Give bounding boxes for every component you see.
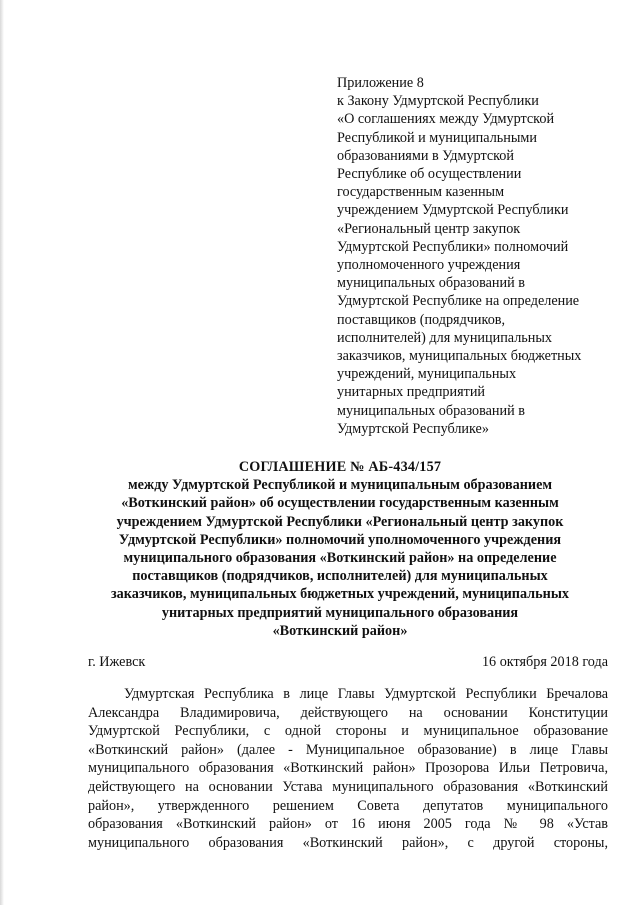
appendix-line: Приложение 8 xyxy=(337,75,424,91)
appendix-line: поставщиков (подрядчиков, xyxy=(337,311,506,328)
agreement-title-line: поставщиков (подрядчиков, исполнителей) для муниципальных xyxy=(132,568,548,585)
appendix-line: к Закону Удмуртской Республики xyxy=(337,93,539,110)
appendix-line: образованиями в Удмуртской xyxy=(337,147,514,164)
agreement-title-line: заказчиков, муниципальных бюджетных учреждений, муниципальных xyxy=(110,586,569,603)
body-line: «Воткинский район» (далее - Муниципальное образование) в лице Главы xyxy=(88,741,608,758)
body-line: Удмуртской Республики, с одной стороны и муниципальное образование xyxy=(88,723,608,740)
appendix-line: Удмуртской Республике на определение xyxy=(337,293,580,310)
appendix-line: заказчиков, муниципальных бюджетных xyxy=(337,348,582,365)
appendix-line: учреждением Удмуртской Республики xyxy=(337,202,569,219)
appendix-line: Республикой и муниципальными xyxy=(337,129,537,146)
place-label: г. Ижевск xyxy=(88,654,146,670)
appendix-line: Удмуртской Республике» xyxy=(337,420,489,437)
appendix-line: государственным казенным xyxy=(337,184,505,201)
appendix-line: уполномоченного учреждения xyxy=(337,257,521,274)
agreement-title-line: муниципального образования «Воткинский район» на определение xyxy=(123,550,557,567)
appendix-line: муниципальных образований в xyxy=(337,402,525,419)
body-line: образования «Воткинский район» от 16 июня 2005 года № 98 «Устав xyxy=(88,816,608,833)
appendix-line: исполнителей) для муниципальных xyxy=(337,329,552,346)
body-line: Удмуртская Республика в лице Главы Удмуртской Республики Бречалова xyxy=(124,686,608,702)
agreement-title-line: учреждением Удмуртской Республики «Региональный центр закупок xyxy=(116,513,564,530)
body-paragraph xyxy=(88,685,608,852)
agreement-title-line: «Воткинский район» xyxy=(272,622,408,639)
body-line: муниципального образования «Воткинский район», с другой стороны, xyxy=(88,834,608,851)
agreement-title-block xyxy=(60,458,620,640)
agreement-title-line: между Удмуртской Республикой и муниципальным образованием xyxy=(127,477,553,494)
agreement-title-line: Удмуртской Республики» полномочий уполномоченного учреждения xyxy=(118,531,562,548)
body-line: район», утвержденного решением Совета депутатов муниципального xyxy=(88,797,608,814)
appendix-line: муниципальных образований в xyxy=(337,275,525,292)
appendix-line: Удмуртской Республики» полномочий xyxy=(337,238,569,255)
appendix-block xyxy=(337,74,612,438)
agreement-heading: СОГЛАШЕНИЕ № АБ-434/157 xyxy=(238,459,442,475)
appendix-line: унитарных предприятий xyxy=(337,384,486,401)
scan-edge xyxy=(0,0,4,905)
body-line: действующего на основании Устава муниципального образования «Воткинский xyxy=(88,778,608,795)
appendix-line: «Региональный центр закупок xyxy=(337,220,521,237)
body-line: муниципального образования «Воткинский район» Прозорова Ильи Петровича, xyxy=(88,760,608,777)
appendix-line: Республике об осуществлении xyxy=(337,166,522,183)
agreement-title-line: «Воткинский район» об осуществлении государственным казенным xyxy=(121,495,559,512)
appendix-line: учреждений, муниципальных xyxy=(337,366,517,383)
date-label: 16 октября 2018 года xyxy=(481,654,608,670)
appendix-line: «О соглашениях между Удмуртской xyxy=(337,111,555,128)
agreement-title-line: унитарных предприятий муниципального образования xyxy=(161,604,519,621)
body-line: Александра Владимировича, действующего на основании Конституции xyxy=(88,704,608,721)
